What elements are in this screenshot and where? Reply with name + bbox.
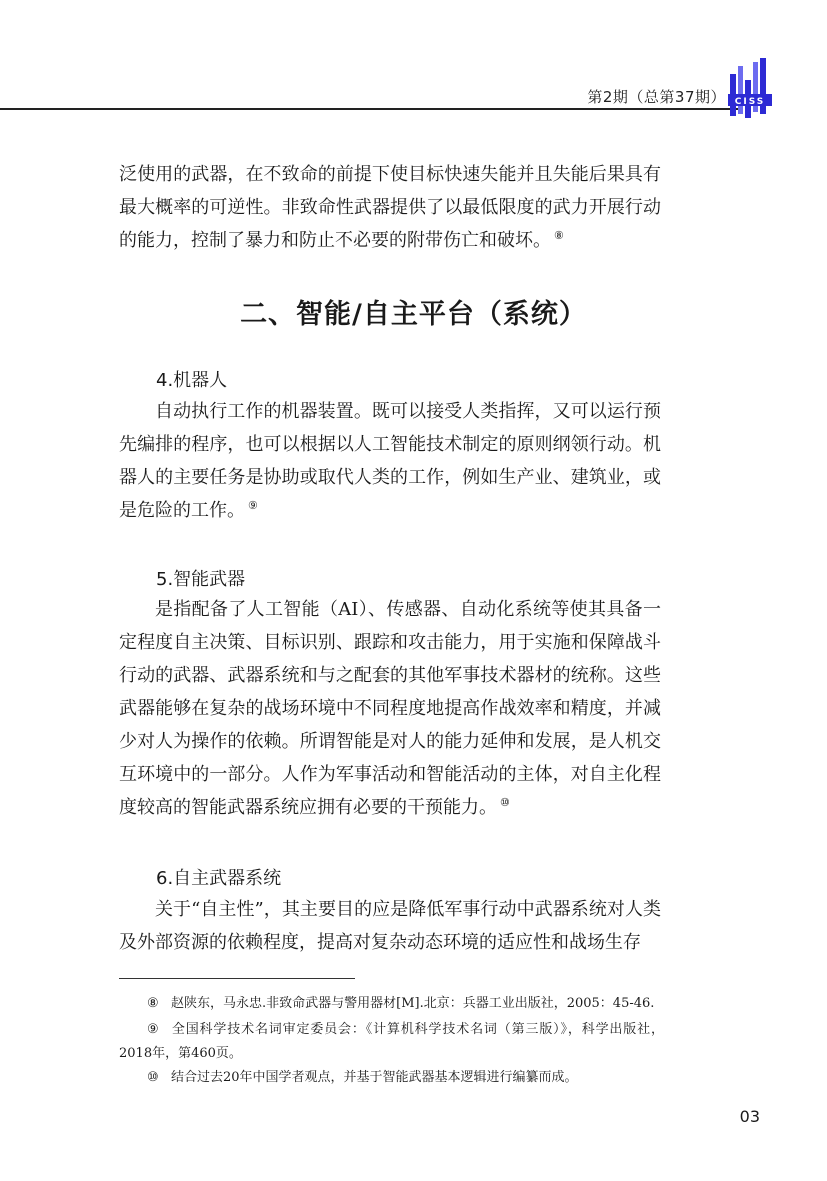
footnote-10: ⑩ 结合过去20年中国学者观点，并基于智能武器基本逻辑进行编纂而成。	[147, 1070, 578, 1085]
footnote-divider	[119, 978, 355, 979]
subhead-smart-weapons: 5.智能武器	[156, 569, 246, 590]
intro-paragraph: 泛使用的武器，在不致命的前提下使目标快速失能并且失能后果具有最大概率的可逆性。非致命性武器提供了以最低限度的武力开展行动的能力，控制了暴力和防止不必要的附带伤亡和破坏。 ⑧	[119, 164, 661, 251]
footnote-ref[interactable]: ⑩	[500, 796, 510, 809]
subhead-robot: 4.机器人	[156, 370, 228, 391]
section-title: 二、智能/自主平台（系统）	[240, 299, 587, 330]
header-rule	[0, 108, 740, 110]
smart-weapons-paragraph: 是指配备了人工智能（AI）、传感器、自动化系统等使其具备一定程度自主决策、目标识别、跟踪和攻击能力，用于实施和保障战斗行动的武器、武器系统和与之配套的其他军事技术器材的统称。这些武器能够在复杂的战场环境中不同程度地提高作战效率和精度，并减少对人为操作的依赖。所谓智能是对人的能力延伸和发展，是人机交互环境中的一部分。人作为军事活动和智能活动的主体，对自主化程度较高的智能武器系统应拥有必要的干预能力。 ⑩	[119, 599, 661, 818]
footnote-9: ⑨ 全国科学技术名词审定委员会：《计算机科学技术名词（第三版）》，科学出版社，2018年，第460页。	[119, 1022, 664, 1061]
autonomous-weapons-paragraph: 关于“自主性”，其主要目的应是降低军事行动中武器系统对人类及外部资源的依赖程度，提高对复杂动态环境的适应性和战场生存	[119, 899, 661, 953]
footnote-8: ⑧ 赵陕东，马永忠.非致命武器与警用器材[M].北京：兵器工业出版社，2005：45-46.	[147, 996, 655, 1011]
ciss-logo	[728, 58, 772, 118]
issue-label: 第2期（总第37期）	[587, 88, 726, 106]
logo-text: CISS	[734, 97, 766, 107]
footnote-ref[interactable]: ⑧	[554, 229, 564, 242]
robot-paragraph: 自动执行工作的机器装置。既可以接受人类指挥，又可以运行预先编排的程序，也可以根据以人工智能技术制定的原则纲领行动。机器人的主要任务是协助或取代人类的工作，例如生产业、建筑业，或是危险的工作。 ⑨	[119, 401, 661, 521]
footnote-ref[interactable]: ⑨	[248, 499, 258, 512]
page-number: 03	[739, 1107, 760, 1126]
subhead-autonomous-weapons: 6.自主武器系统	[156, 868, 282, 889]
